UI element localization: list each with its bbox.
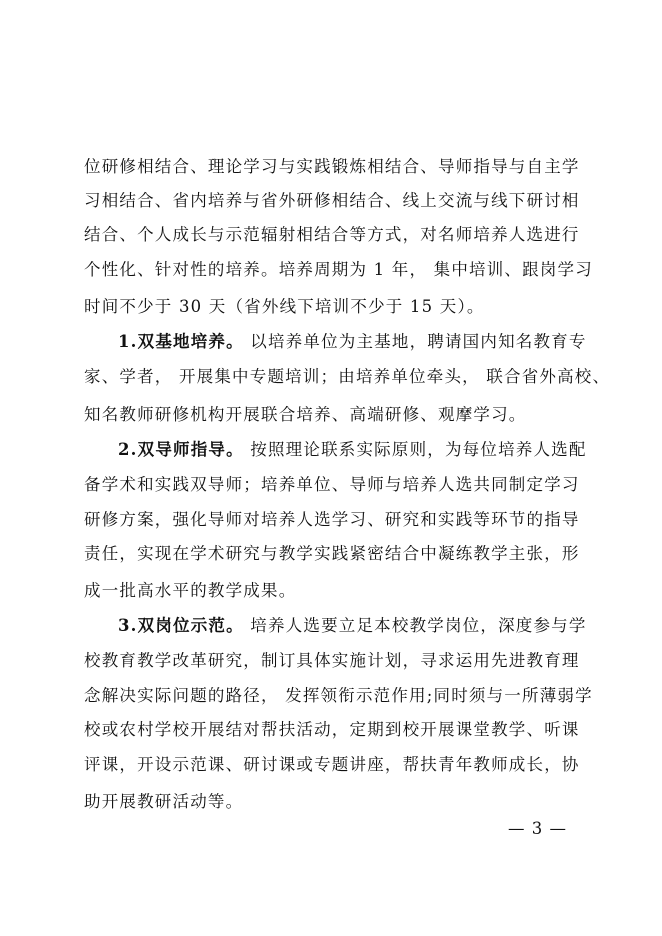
section3-line-2: 校教育教学改革研究，制订具体实施计划，寻求运用先进教育理 [84,651,580,670]
section2-line-4: 责任，实现在学术研究与教学实践紧密结合中凝练教学主张，形 [84,544,580,563]
section3-line-6: 助开展教研活动等。 [84,792,244,811]
section2-line-3: 研修方案，强化导师对培养人选学习、研究和实践等环节的指导 [84,510,580,529]
section2-first-line [118,439,587,461]
section1-line-3: 知名教师研修机构开展联合培养、高端研修、观摩学习。 [84,405,527,424]
page-number: — 3 — [508,819,567,838]
section2-line-1: 按照理论联系实际原则，为每位培养人选配 [243,440,587,459]
section2-line-2: 备学术和实践双导师；培养单位、导师与培养人选共同制定学习 [84,475,580,494]
intro-line-4: 个性化、针对性的培养。培养周期为 1 年， 集中培训、跟岗学习 [84,260,593,279]
section1-line-1: 以培养单位为主基地，聘请国内知名教育专 [243,332,587,351]
section3-first-line [118,615,587,637]
section1-heading: 1.双基地培养。 [118,332,244,351]
intro-line-1: 位研修相结合、理论学习与实践锻炼相结合、导师指导与自主学 [84,157,580,176]
section2-heading: 2.双导师指导。 [118,440,244,459]
section3-line-5: 评课，开设示范课、研讨课或专题讲座，帮扶青年教师成长，协 [84,755,580,774]
section3-line-3: 念解决实际问题的路径， 发挥领衔示范作用;同时须与一所薄弱学 [84,686,593,705]
section1-first-line [118,331,587,353]
intro-line-5: 时间不少于 30 天（省外线下培训不少于 15 天）。 [84,297,485,316]
section3-heading: 3.双岗位示范。 [118,616,244,635]
intro-line-2: 习相结合、省内培养与省外研修相结合、线上交流与线下研讨相 [84,191,580,210]
section1-line-2: 家、学者， 开展集中专题培训；由培养单位牵头， 联合省外高校、 [84,367,611,386]
section2-line-5: 成一批高水平的教学成果。 [84,581,297,600]
section3-line-4: 校或农村学校开展结对帮扶活动，定期到校开展课堂教学、听课 [84,720,580,739]
section3-line-1: 培养人选要立足本校教学岗位，深度参与学 [243,616,587,635]
intro-line-3: 结合、个人成长与示范辐射相结合等方式，对名师培养人选进行 [84,225,580,244]
